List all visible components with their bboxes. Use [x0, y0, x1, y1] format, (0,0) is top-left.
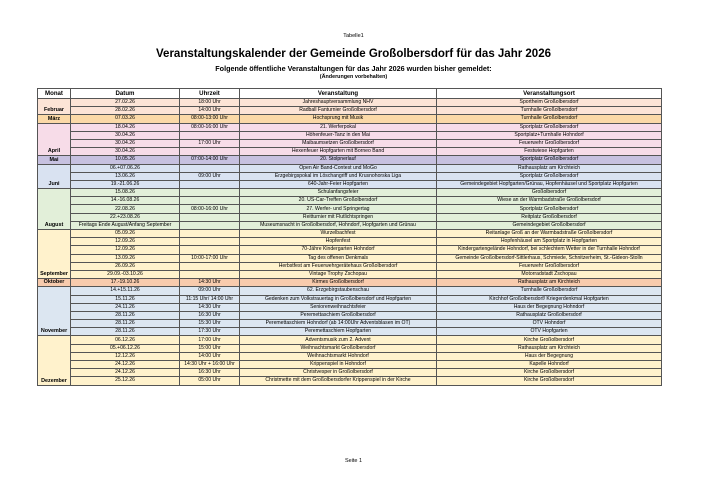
- date-cell: 26.09.26: [71, 262, 180, 270]
- table-row: [38, 336, 662, 344]
- event-cell: Christmette mit dem Großolbersdorfer Krippenspiel in der Kirche: [240, 377, 437, 385]
- table-row: [38, 123, 662, 131]
- column-header-date: Datum: [71, 89, 180, 99]
- time-cell: 08:00-16:00 Uhr: [180, 123, 240, 131]
- table-row: [38, 287, 662, 295]
- place-cell: OTV Hopfgarten: [437, 328, 662, 336]
- time-cell: 15:00 Uhr: [180, 344, 240, 352]
- page-subtitle: Folgende öffentliche Veranstaltungen für das Jahr 2026 wurden bisher gemeldet:: [215, 64, 492, 73]
- event-cell: 20. Stolpnerlauf: [240, 156, 437, 164]
- event-cell: 27. Werfer- und Springertag: [240, 205, 437, 213]
- event-cell: Kirmes Großolbersdorf: [240, 279, 437, 287]
- time-cell: [180, 189, 240, 197]
- date-cell: 25.12.26: [71, 377, 180, 385]
- time-cell: [180, 221, 240, 229]
- month-cell: Juni: [38, 164, 71, 189]
- place-cell: Kirche Großolbersdorf: [437, 336, 662, 344]
- time-cell: 05:00 Uhr: [180, 377, 240, 385]
- place-cell: Turnhalle Großolbersdorf: [437, 115, 662, 123]
- date-cell: 10.05.26: [71, 156, 180, 164]
- column-header-location: Veranstaltungsort: [437, 89, 662, 99]
- table-row: [38, 115, 662, 123]
- place-cell: Turnhalle Großolbersdorf: [437, 287, 662, 295]
- date-cell: 24.11.26: [71, 303, 180, 311]
- place-cell: OTV Hohndorf: [437, 320, 662, 328]
- time-cell: 14:30 Uhr: [180, 279, 240, 287]
- event-cell: Hopfenfest: [240, 238, 437, 246]
- place-cell: Hopfenhäusel am Sportplatz in Hopfgarten: [437, 238, 662, 246]
- place-cell: Gemeindegebiet Hopfgarten/Grünau, Hopfenhäusel und Sportplatz Hopfgarten: [437, 180, 662, 188]
- date-cell: 17.-19.10.26: [71, 279, 180, 287]
- place-cell: Rathausplatz am Kirchteich: [437, 279, 662, 287]
- place-cell: Haus der Begegnung Hohndorf: [437, 303, 662, 311]
- time-cell: [180, 230, 240, 238]
- time-cell: 09:00 Uhr: [180, 287, 240, 295]
- event-calendar-table: [37, 88, 662, 386]
- table-row: [38, 164, 662, 172]
- month-cell: Dezember: [38, 336, 71, 385]
- table-row: [38, 172, 662, 180]
- column-header-month: Monat: [38, 89, 71, 99]
- table-row: [38, 369, 662, 377]
- time-cell: [180, 246, 240, 254]
- place-cell: Rathausplatz am Kirchteich: [437, 344, 662, 352]
- place-cell: Festwiese Hopfgarten: [437, 148, 662, 156]
- table-row: [38, 180, 662, 188]
- time-cell: [180, 180, 240, 188]
- date-cell: 22.08.26: [71, 205, 180, 213]
- table-row: [38, 303, 662, 311]
- event-cell: 70-Jähre Kindergarten Hohndorf: [240, 246, 437, 254]
- event-cell: Tag des offenen Denkmals: [240, 254, 437, 262]
- date-cell: 06.12.26: [71, 336, 180, 344]
- event-cell: Herbstfest am Feuerwehrgerätehaus Großolbersdorf: [240, 262, 437, 270]
- event-cell: Open Air Band-Contest und MoGo: [240, 164, 437, 172]
- place-cell: Sportplatz Großolbersdorf: [437, 156, 662, 164]
- place-cell: Sportplatz Großolbersdorf: [437, 205, 662, 213]
- table-row: [38, 221, 662, 229]
- event-cell: Krippenspiel in Hohndorf: [240, 361, 437, 369]
- date-cell: 13.06.26: [71, 172, 180, 180]
- place-cell: Haus der Begegnung: [437, 352, 662, 360]
- table-row: [38, 131, 662, 139]
- place-cell: Feuerwehr Großolbersdorf: [437, 139, 662, 147]
- time-cell: 16:30 Uhr: [180, 311, 240, 319]
- table-row: [38, 254, 662, 262]
- event-cell: Weihnachtsmarkt Großolbersdorf: [240, 344, 437, 352]
- month-cell: Oktober: [38, 279, 71, 287]
- time-cell: 16:30 Uhr: [180, 369, 240, 377]
- place-cell: Feuerwehr Großolbersdorf: [437, 262, 662, 270]
- place-cell: Reitanlage Groß an der Warmbadstraße Großolbersdorf: [437, 230, 662, 238]
- time-cell: 11:15 Uhr/ 14:00 Uhr: [180, 295, 240, 303]
- date-cell: 24.12.26: [71, 361, 180, 369]
- place-cell: Kapelle Hohndorf: [437, 361, 662, 369]
- date-cell: 28.11.26: [71, 311, 180, 319]
- date-cell: 07.03.26: [71, 115, 180, 123]
- date-cell: 28.11.26: [71, 328, 180, 336]
- date-cell: 15.11.26: [71, 295, 180, 303]
- column-header-event: Veranstaltung: [240, 89, 437, 99]
- place-cell: Rathausplatz am Kirchteich: [437, 164, 662, 172]
- table-row: [38, 377, 662, 385]
- place-cell: Rathausplatz Großolbersdorf: [437, 311, 662, 319]
- table-row: [38, 295, 662, 303]
- time-cell: [180, 238, 240, 246]
- time-cell: 14:30 Uhr + 16:00 Uhr: [180, 361, 240, 369]
- event-cell: Museumsnacht in Großolbersdorf, Hohndorf, Hopfgarten und Grünau: [240, 221, 437, 229]
- event-cell: Seniorenweihnachtsfeier: [240, 303, 437, 311]
- table-row: [38, 262, 662, 270]
- month-cell: Mai: [38, 156, 71, 164]
- event-cell: Peremettaschiem Großolbersdorf: [240, 311, 437, 319]
- date-cell: 27.02.26: [71, 99, 180, 107]
- month-cell: August: [38, 189, 71, 230]
- date-cell: Freitags Ende August/Anfang September: [71, 221, 180, 229]
- event-cell: Erzgebirgspokal im Löschangriff und Krusnohorska Liga: [240, 172, 437, 180]
- month-cell: März: [38, 115, 71, 123]
- table-row: [38, 197, 662, 205]
- table-row: [38, 279, 662, 287]
- date-cell: 12.09.26: [71, 246, 180, 254]
- date-cell: 14.-16.08.26: [71, 197, 180, 205]
- event-cell: Hochsprung mit Musik: [240, 115, 437, 123]
- date-cell: 13.09.26: [71, 254, 180, 262]
- event-cell: Adventsmusik zum 2. Advent: [240, 336, 437, 344]
- event-cell: 21. Werferpokal: [240, 123, 437, 131]
- month-cell: Februar: [38, 99, 71, 115]
- date-cell: 24.12.26: [71, 369, 180, 377]
- time-cell: [180, 197, 240, 205]
- date-cell: 29.09.-03.10.26: [71, 270, 180, 278]
- event-cell: 640-Jahr-Feier Hopfgarten: [240, 180, 437, 188]
- date-cell: 28.11.26: [71, 320, 180, 328]
- event-cell: Radball Fanturnier Großolbersdorf: [240, 107, 437, 115]
- time-cell: 14:00 Uhr: [180, 107, 240, 115]
- event-cell: Vintage Trophy Zschopau: [240, 270, 437, 278]
- date-cell: 30.04.26: [71, 131, 180, 139]
- event-cell: Weihnachtsmarkt Hohndorf: [240, 352, 437, 360]
- table-row: [38, 139, 662, 147]
- time-cell: 07:00-14:00 Uhr: [180, 156, 240, 164]
- place-cell: Sportplatz+Turnhalle Hohndorf: [437, 131, 662, 139]
- event-cell: Maibaumsetzen Großolbersdorf: [240, 139, 437, 147]
- event-cell: Peremettaschiem Hopfgarten: [240, 328, 437, 336]
- table-row: [38, 156, 662, 164]
- place-cell: Sportplatz Großolbersdorf: [437, 172, 662, 180]
- date-cell: 18.04.26: [71, 123, 180, 131]
- changes-note: (Änderungen vorbehalten): [319, 74, 388, 80]
- table-row: [38, 320, 662, 328]
- table-row: [38, 107, 662, 115]
- event-cell: Jahreshauptversammlung NHV: [240, 99, 437, 107]
- month-cell: November: [38, 287, 71, 336]
- table-row: [38, 270, 662, 278]
- table-row: [38, 238, 662, 246]
- table-row: [38, 230, 662, 238]
- time-cell: [180, 213, 240, 221]
- event-cell: Höhenfeuer-Tanz in den Mai: [240, 131, 437, 139]
- event-cell: Christvesper in Großolbersdorf: [240, 369, 437, 377]
- table-row: [38, 352, 662, 360]
- time-cell: 15:30 Uhr: [180, 320, 240, 328]
- place-cell: Kirche Großolbersdorf: [437, 369, 662, 377]
- sheet-name: Tabelle1: [343, 33, 364, 39]
- place-cell: Wiese an der Warmbadstraße Großolbersdorf: [437, 197, 662, 205]
- table-header-row: [38, 89, 662, 99]
- table-row: [38, 189, 662, 197]
- time-cell: 17:30 Uhr: [180, 328, 240, 336]
- time-cell: [180, 131, 240, 139]
- table-row: [38, 148, 662, 156]
- table-row: [38, 99, 662, 107]
- place-cell: Großolbersdorf: [437, 189, 662, 197]
- place-cell: Gemeinde Großolbersdorf-Sittlerhaus, Schmiede, Schnitzerheim, St.-Gideon-Stolln: [437, 254, 662, 262]
- table-body: [38, 99, 662, 386]
- date-cell: 12.09.26: [71, 238, 180, 246]
- event-cell: Gedenken zum Volkstrauertag in Großolbersdorf und Hopfgarten: [240, 295, 437, 303]
- time-cell: 14:00 Uhr: [180, 352, 240, 360]
- date-cell: 15.08.26: [71, 189, 180, 197]
- event-cell: Hexenfeuer Hopfgarten mit Borneo Band: [240, 148, 437, 156]
- time-cell: [180, 164, 240, 172]
- table-row: [38, 328, 662, 336]
- table-row: [38, 213, 662, 221]
- date-cell: 19.-21.06.26: [71, 180, 180, 188]
- time-cell: 09:00 Uhr: [180, 172, 240, 180]
- place-cell: Sportplatz Großolbersdorf: [437, 123, 662, 131]
- date-cell: 14.+15.11.26: [71, 287, 180, 295]
- event-cell: Wurzelbachfest: [240, 230, 437, 238]
- table-row: [38, 246, 662, 254]
- date-cell: 30.04.26: [71, 139, 180, 147]
- date-cell: 12.12.26: [71, 352, 180, 360]
- time-cell: 14:30 Uhr: [180, 303, 240, 311]
- place-cell: Gemeindegebiet Großolbersdorf: [437, 221, 662, 229]
- event-cell: Peremettaschiem Hohndorf (ab 14:00Uhr Adventsblasen im OT): [240, 320, 437, 328]
- event-cell: 20. US-Car-Treffen Großolbersdorf: [240, 197, 437, 205]
- place-cell: Sportheim Großolbersdorf: [437, 99, 662, 107]
- time-cell: 18:00 Uhr: [180, 99, 240, 107]
- time-cell: [180, 262, 240, 270]
- date-cell: 06.+07.06.26: [71, 164, 180, 172]
- event-cell: 62. Erzgebirgstaubenschau: [240, 287, 437, 295]
- place-cell: Kirche Großolbersdorf: [437, 377, 662, 385]
- date-cell: 30.04.26: [71, 148, 180, 156]
- time-cell: 17:00 Uhr: [180, 336, 240, 344]
- table-row: [38, 344, 662, 352]
- time-cell: 17:00 Uhr: [180, 139, 240, 147]
- time-cell: 08:00-16:00 Uhr: [180, 205, 240, 213]
- time-cell: [180, 270, 240, 278]
- month-cell: April: [38, 123, 71, 156]
- place-cell: Kirchhof Großolbersdorf/ Kriegerdenkmal Hopfgarten: [437, 295, 662, 303]
- month-cell: September: [38, 230, 71, 279]
- place-cell: Turnhalle Großolbersdorf: [437, 107, 662, 115]
- table-row: [38, 361, 662, 369]
- time-cell: 10:00-17:00 Uhr: [180, 254, 240, 262]
- date-cell: 05.+06.12.26: [71, 344, 180, 352]
- place-cell: Motorradstadt Zschopau: [437, 270, 662, 278]
- place-cell: Reitplatz Großolbersdorf: [437, 213, 662, 221]
- time-cell: 08:00-13:00 Uhr: [180, 115, 240, 123]
- date-cell: 28.02.26: [71, 107, 180, 115]
- page-footer: Seite 1: [344, 458, 363, 464]
- table-row: [38, 205, 662, 213]
- page-title: Veranstaltungskalender der Gemeinde Großolbersdorf für das Jahr 2026: [156, 48, 551, 60]
- event-cell: Reitturnier mit Flutlichtspringen: [240, 213, 437, 221]
- column-header-time: Uhrzeit: [180, 89, 240, 99]
- date-cell: 05.09.26: [71, 230, 180, 238]
- time-cell: [180, 148, 240, 156]
- place-cell: Kindergartengelände Hohndorf, bei schlechtem Wetter in der Turnhalle Hohndorf: [437, 246, 662, 254]
- event-cell: Schulanfangsfeier: [240, 189, 437, 197]
- date-cell: 22.+23.08.26: [71, 213, 180, 221]
- table-row: [38, 311, 662, 319]
